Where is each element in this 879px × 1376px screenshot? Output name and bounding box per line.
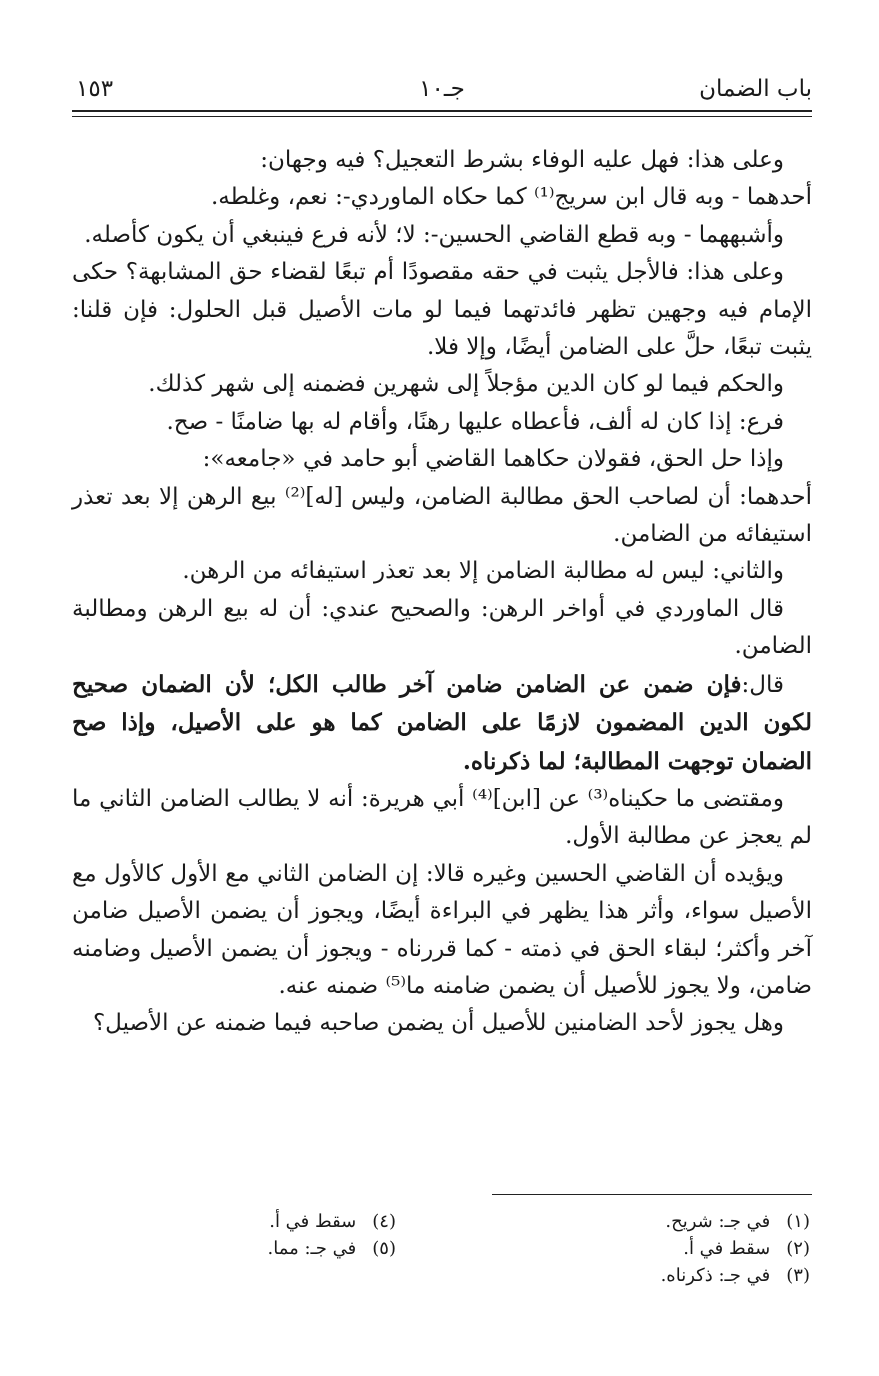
paragraph-3: وأشبههما - وبه قطع القاضي الحسين-: لا؛ لأنه فرع فينبغي أن يكون كأصله.	[84, 221, 784, 248]
page-number: ١٥٣	[76, 76, 114, 102]
footnote-number: (٣)	[786, 1265, 810, 1286]
chapter-title: باب الضمان	[699, 76, 812, 102]
paragraph-5: والحكم فيما لو كان الدين مؤجلاً إلى شهرين فضمنه إلى شهر كذلك.	[148, 371, 784, 398]
volume-label: جـ١٠	[419, 76, 465, 102]
paragraph-10: قال الماوردي في أواخر الرهن: والصحيح عندي: أن له بيع الرهن ومطالبة الضامن.	[72, 595, 812, 660]
footnote-3	[450, 1262, 810, 1289]
footnote-separator	[492, 1194, 812, 1195]
footnote-text: في جـ: ذكرناه.	[660, 1265, 771, 1286]
footnote-number: (٥)	[372, 1238, 396, 1259]
running-header	[72, 70, 812, 110]
main-text	[72, 142, 812, 1043]
footnote-column-right	[450, 1208, 810, 1289]
footnote-text: سقط في أ.	[683, 1238, 771, 1259]
paragraph-2: أحدهما - وبه قال ابن سريج⁽¹⁾ كما حكاه الماوردي-: نعم، وغلطه.	[211, 184, 812, 211]
matn-lead: قال:	[741, 671, 784, 698]
header-rule-thick	[72, 110, 812, 112]
paragraph-12: ومقتضى ما حكيناه⁽³⁾ عن [ابن]⁽⁴⁾ أبي هريرة: أنه لا يطالب الضامن الثاني ما لم يعجز عن مطالبة الأول.	[72, 785, 812, 850]
footnote-number: (٢)	[786, 1238, 810, 1259]
book-page	[72, 0, 812, 1376]
footnote-number: (٤)	[372, 1211, 396, 1232]
paragraph-14: وهل يجوز لأحد الضامنين للأصيل أن يضمن صاحبه فيما ضمنه عن الأصيل؟	[92, 1010, 784, 1037]
footnote-4	[96, 1208, 396, 1235]
footnote-2	[450, 1235, 810, 1262]
paragraph-1: وعلى هذا: فهل عليه الوفاء بشرط التعجيل؟ فيه وجهان:	[260, 147, 784, 173]
matn-text: فإن ضمن عن الضامن ضامن آخر طالب الكل؛ لأن الضمان صحيح لكون الدين المضمون لازمًا على الضامن كما هو على الأصيل، وإذا صح الضمان توجهت المطالبة؛ لما ذكرناه.	[72, 670, 812, 775]
footnote-text: في جـ: مما.	[267, 1238, 357, 1259]
footnote-1	[450, 1208, 810, 1235]
header-rule-thin	[72, 116, 812, 117]
paragraph-9: والثاني: ليس له مطالبة الضامن إلا بعد تعذر استيفائه من الرهن.	[182, 558, 784, 585]
paragraph-13: ويؤيده أن القاضي الحسين وغيره قالا: إن الضامن الثاني مع الأول كالأول مع الأصيل سواء، وأثر هذا يظهر في البراءة أيضًا، ويجوز أن يضمن الأصيل ضامن آخر وأكثر؛ لبقاء الحق في ذمته - كما قررناه - ويجوز أن يضمن الأصيل وضامنه ضامن، ولا يجوز للأصيل أن يضمن ضامنه ما⁽⁵⁾ ضمنه عنه.	[72, 860, 812, 999]
paragraph-8: أحدهما: أن لصاحب الحق مطالبة الضامن، وليس [له]⁽²⁾ بيع الرهن إلا بعد تعذر استيفائه من الضامن.	[72, 483, 812, 548]
paragraph-7: وإذا حل الحق، فقولان حكاهما القاضي أبو حامد في «جامعه»:	[202, 446, 784, 473]
paragraph-11	[72, 666, 812, 781]
paragraph-4: وعلى هذا: فالأجل يثبت في حقه مقصودًا أم تبعًا لقضاء حق المشابهة؟ حكى الإمام فيه وجهين تظهر فائدتهما فيما لو مات الأصيل قبل الحلول: فإن قلنا: يثبت تبعًا، حلَّ على الضامن أيضًا، وإلا فلا.	[72, 259, 812, 361]
footnote-text: سقط في أ.	[269, 1211, 357, 1232]
footnote-5	[96, 1235, 396, 1262]
paragraph-6: فرع: إذا كان له ألف، فأعطاه عليها رهنًا، وأقام له بها ضامنًا - صح.	[166, 408, 784, 435]
footnote-column-left	[96, 1208, 396, 1262]
footnote-number: (١)	[786, 1211, 810, 1232]
footnote-text: في جـ: شريح.	[665, 1211, 771, 1232]
footnotes	[72, 1208, 812, 1318]
